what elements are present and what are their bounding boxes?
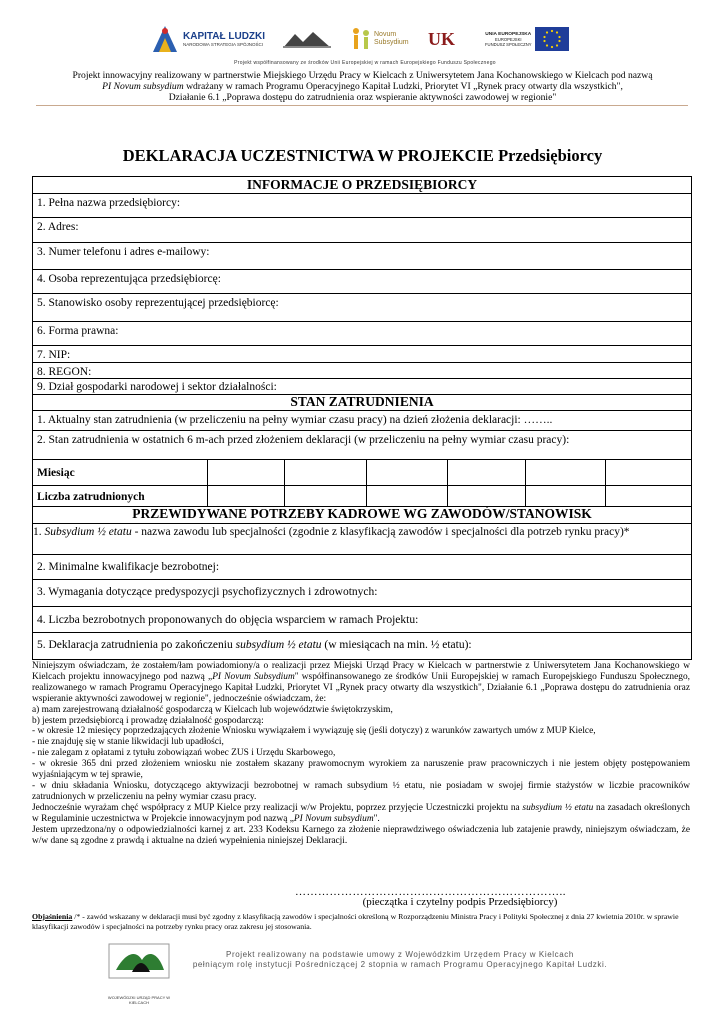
declaration-item-a: a) mam zarejestrowaną działalność gospodarczą w Kielcach lub województwie świętokrzyskim, [32, 704, 393, 715]
novum-figures-icon [350, 25, 374, 53]
declaration-para1-a: Niniejszym oświadczam, że zostałem/łam powiadomiony/a o realizacji przez Miejski Urząd Pracy w Kielcach w partnerstwie z Uniwersytetem Jana Kochanowskiego w Kielcach projektu innowacyjnego pod nazwą „ [32, 661, 690, 682]
field-phone-email-label: 3. Numer telefonu i adres e-mailowy: [37, 246, 210, 258]
declaration-form [32, 176, 692, 660]
explanation-label: Objaśnienia [32, 912, 73, 921]
field-representative[interactable] [33, 270, 691, 294]
month-row [33, 460, 691, 486]
section-company-info-label: INFORMACJE O PRZEDSIĘBIORCY [246, 177, 478, 192]
section-employment-label: STAN ZATRUDNIENIA [290, 394, 434, 409]
coop-c: ". [373, 813, 380, 824]
field-unemployed-count[interactable] [33, 607, 691, 633]
field-company-name[interactable] [33, 194, 691, 218]
section-header-staffing-needs [33, 507, 691, 524]
declaration-final: Jestem uprzedzona/ny o odpowiedzialności karnej z art. 233 Kodeksu Karnego za złożenie nieprawdziwego oświadczenia lub zatajenie prawdy, niniejszym oświadczam, że w/w dane są zgodne z prawdą i aktualne na dzień wypełnienia niniejszej Deklaracji. [32, 824, 690, 846]
declaration-cooperation [32, 803, 690, 825]
cofinancing-line: Projekt współfinansowany ze środków Unii Europejskiej w ramach Europejskiego Funduszu Społecznego [234, 60, 496, 66]
field-legal-form-label: 6. Forma prawna: [37, 325, 119, 337]
project-name-italic: PI Novum subsydium [102, 81, 184, 92]
coop-a: Jednocześnie wyrażam chęć współpracy z MUP Kielce przy realizacji w/w Projektu, poprzez przyjęcie Uczestniczki projektu na [32, 802, 523, 813]
declaration-dash-4: - w okresie 365 dni przed złożeniem wniosku nie zostałem skazany prawomocnym wyrokiem za naruszenie praw pracowniczych i nie jestem objęty postępowaniem wyjaśniającym w tej sprawie, [32, 759, 690, 781]
field-employment-6-months [33, 431, 691, 460]
title-suffix: Przedsiębiorcy [493, 146, 603, 165]
ue-line2: EUROPEJSKI [495, 36, 522, 42]
kapital-ludzki-subtitle: NARODOWA STRATEGIA SPÓJNOŚCI [183, 42, 264, 47]
count-cell-6[interactable] [605, 486, 692, 506]
declaration-para1-b: " współfinansowanego ze środków Unii Europejskiej w ramach Europejskiego Funduszu Społecznego, realizowanego w ramach Programu Operacyjnego Kapitał Ludzki, Priorytet VI „Rynek pracy otwarty dla wszystkich", Działanie 6.1 „Poprawa dostępu do zatrudnienia oraz wspieranie aktywności zawodowej w regionie", jednocześnie oświadczam, że: [32, 671, 690, 704]
field-representative-position-label: 5. Stanowisko osoby reprezentującej przedsiębiorcę: [37, 297, 279, 309]
coop-b: na zasadach określonych w Regulaminie uczestnictwa w Projekcie innowacyjnym pod nazwą „ [32, 802, 690, 824]
field-current-employment-label: 1. Aktualny stan zatrudnienia (w przeliczeniu na pełny wymiar czasu pracy) na dzień złożenia deklaracji: …….. [37, 414, 553, 426]
header-divider [36, 105, 688, 106]
eu-flag-icon [535, 27, 569, 51]
field-occupation-label [33, 525, 630, 539]
project-line-1: Projekt innowacyjny realizowany w partnerstwie Miejskiego Urzędu Pracy w Kielcach z Uniwersytetem Jana Kochanowskiego w Kielcach pod nazwą [72, 70, 653, 81]
kapital-ludzki-logo [150, 20, 270, 58]
field-representative-label: 4. Osoba reprezentująca przedsiębiorcę: [37, 273, 221, 285]
project-line-3: Działanie 6.1 „Poprawa dostępu do zatrudnienia oraz wspieranie aktywności zawodowej w regionie" [168, 92, 557, 103]
field-occupation-rest: - nazwa zawodu lub specjalności (zgodnie z klasyfikacją zawodów i specjalności dla potrzeb rynku pracy)* [131, 526, 630, 538]
explanation-text: /* - zawód wskazany w deklaracji musi być zgodny z klasyfikacją zawodów i specjalności określoną w Rozporządzeniu Ministra Pracy i Polityki Społecznej z dnia 27 kwietnia 2010r. w sprawie klasyfikacji zawodów i specjalności na potrzeby rynku pracy oraz zakresu jej stosowania. [32, 912, 679, 931]
novum-subsydium-logo [350, 20, 420, 58]
field-unemployed-count-label: 4. Liczba bezrobotnych proponowanych do objęcia wsparciem w ramach Projektu: [37, 614, 419, 626]
explanation-note [32, 912, 690, 931]
footer-line-2: pełniącym rolę instytucji Pośredniczącej 2 stopnia w ramach Programu Operacyjnego Kapitał Ludzki. [192, 960, 608, 969]
declaration-dash-2: - nie znajduję się w stanie likwidacji lub upadłości, [32, 737, 224, 748]
field-current-employment[interactable] [33, 411, 691, 431]
wup-kielce-icon [104, 942, 174, 990]
declaration-item-b: b) jestem przedsiębiorcą i prowadzę działalność gospodarczą: [32, 715, 264, 726]
wup-logo-text: WOJEWÓDZKI URZĄD PRACY W KIELCACH [107, 995, 171, 1005]
declaration-paragraph-1 [32, 661, 690, 705]
field-address-label: 2. Adres: [37, 221, 79, 233]
employee-count-row [33, 486, 691, 507]
field-employment-declaration-b: (w miesiącach na min. ½ etatu): [321, 639, 472, 651]
ue-line3: FUNDUSZ SPOŁECZNY [485, 41, 532, 47]
section-header-company-info [33, 177, 691, 194]
month-cell-2[interactable] [284, 460, 367, 485]
field-regon-label: 8. REGON: [37, 366, 92, 378]
field-employment-declaration[interactable] [33, 633, 691, 659]
field-occupation-number: 1. [33, 526, 45, 538]
footer-line-1: Projekt realizowany na podstawie umowy z Wojewódzkim Urzędem Pracy w Kielcach [226, 950, 574, 959]
project-description [40, 70, 685, 103]
field-health-requirements-label: 3. Wymagania dotyczące predyspozycji psychofizycznych i zdrowotnych: [37, 586, 378, 598]
footer-text [180, 950, 620, 970]
field-employment-declaration-a: 5. Deklaracja zatrudnienia po zakończeniu [37, 639, 236, 651]
field-phone-email[interactable] [33, 243, 691, 270]
field-regon[interactable] [33, 363, 691, 379]
kapital-ludzki-icon [150, 22, 180, 56]
month-cell-1[interactable] [207, 460, 285, 485]
declaration-dash-3: - nie zalegam z opłatami z tytułu zobowiązań wobec ZUS i Urzędu Skarbowego, [32, 748, 336, 759]
title-main: DEKLARACJA UCZESTNICTWA W PROJEKCIE [122, 146, 494, 165]
project-line-2 [40, 81, 685, 92]
count-cell-3[interactable] [366, 486, 448, 506]
section-staffing-needs-label: PRZEWIDYWANE POTRZEBY KADROWE WG ZAWODÓW/STANOWISK [132, 506, 592, 521]
signature-label: (pieczątka i czytelny podpis Przedsiębiorcy) [362, 896, 558, 908]
field-health-requirements[interactable] [33, 580, 691, 607]
field-company-name-label: 1. Pełna nazwa przedsiębiorcy: [37, 197, 181, 209]
section-header-employment [33, 395, 691, 411]
field-employment-declaration-label [37, 638, 472, 652]
count-cell-5[interactable] [525, 486, 606, 506]
count-cell-1[interactable] [207, 486, 285, 506]
novum-subsydium-text: Novum Subsydium [374, 31, 409, 46]
declaration-para1-italic: PI Novum Subsydium [212, 671, 295, 682]
count-cell-4[interactable] [447, 486, 526, 506]
field-representative-position[interactable] [33, 294, 691, 322]
field-occupation-italic: Subsydium ½ etatu [44, 526, 132, 538]
coop-italic-2: PI Novum subsydium [293, 813, 374, 824]
field-economy-sector-label: 9. Dział gospodarki narodowej i sektor działalności: [37, 381, 277, 393]
field-employment-declaration-italic: subsydium ½ etatu [235, 639, 322, 651]
field-legal-form[interactable] [33, 322, 691, 346]
ue-efs-logo [485, 20, 580, 58]
month-row-label: Miesiąc [37, 467, 75, 479]
count-cell-2[interactable] [284, 486, 367, 506]
field-nip-label: 7. NIP: [37, 349, 71, 361]
coop-italic: subsydium ½ etatu [522, 802, 594, 813]
declaration-text [32, 661, 690, 846]
project-line-2-rest: wdrażany w ramach Programu Operacyjnego Kapitał Ludzki, Priorytet VI „Rynek pracy otwarty dla wszystkich", [183, 81, 623, 92]
month-cell-4[interactable] [447, 460, 526, 485]
field-min-qualifications-label: 2. Minimalne kwalifikacje bezrobotnej: [37, 561, 220, 573]
signature-line[interactable]: …………………………………………………………….. [295, 886, 566, 898]
declaration-dash-1: - w okresie 12 miesięcy poprzedzających złożenie Wniosku wywiązałem i wywiązuję się (jeśli dotyczy) z warunków zawartych umów z MUP Kielce, [32, 726, 596, 737]
ujk-text: UK [428, 28, 455, 49]
field-nip[interactable] [33, 346, 691, 363]
month-cell-6[interactable] [605, 460, 692, 485]
field-min-qualifications[interactable] [33, 555, 691, 580]
field-address[interactable] [33, 218, 691, 243]
month-cell-5[interactable] [525, 460, 606, 485]
month-cell-3[interactable] [366, 460, 448, 485]
employee-count-label: Liczba zatrudnionych [37, 491, 145, 503]
partner-landscape-icon [283, 28, 331, 50]
page-title [0, 146, 725, 166]
field-economy-sector[interactable] [33, 379, 691, 395]
header-logos [150, 20, 580, 58]
partner-logo [283, 20, 333, 58]
field-employment-6-months-label: 2. Stan zatrudnienia w ostatnich 6 m-ach przed złożeniem deklaracji (w przeliczeniu na pełny wymiar czasu pracy): [37, 434, 570, 446]
ue-line1: UNIA EUROPEJSKA [485, 31, 532, 37]
declaration-dash-5: - w dniu składania Wniosku, dotyczącego aktywizacji bezrobotnej w ramach subsydium ½ etatu, nie posiadam w swojej firmie stażystów w liczbie pracowników zatrudnionych w przeliczeniu na pełny wymiar czasu pracy. [32, 780, 690, 802]
wup-kielce-logo [104, 942, 174, 1005]
ujk-logo [428, 20, 468, 58]
field-occupation[interactable] [33, 524, 691, 555]
kapital-ludzki-title: KAPITAŁ LUDZKI [183, 31, 266, 42]
